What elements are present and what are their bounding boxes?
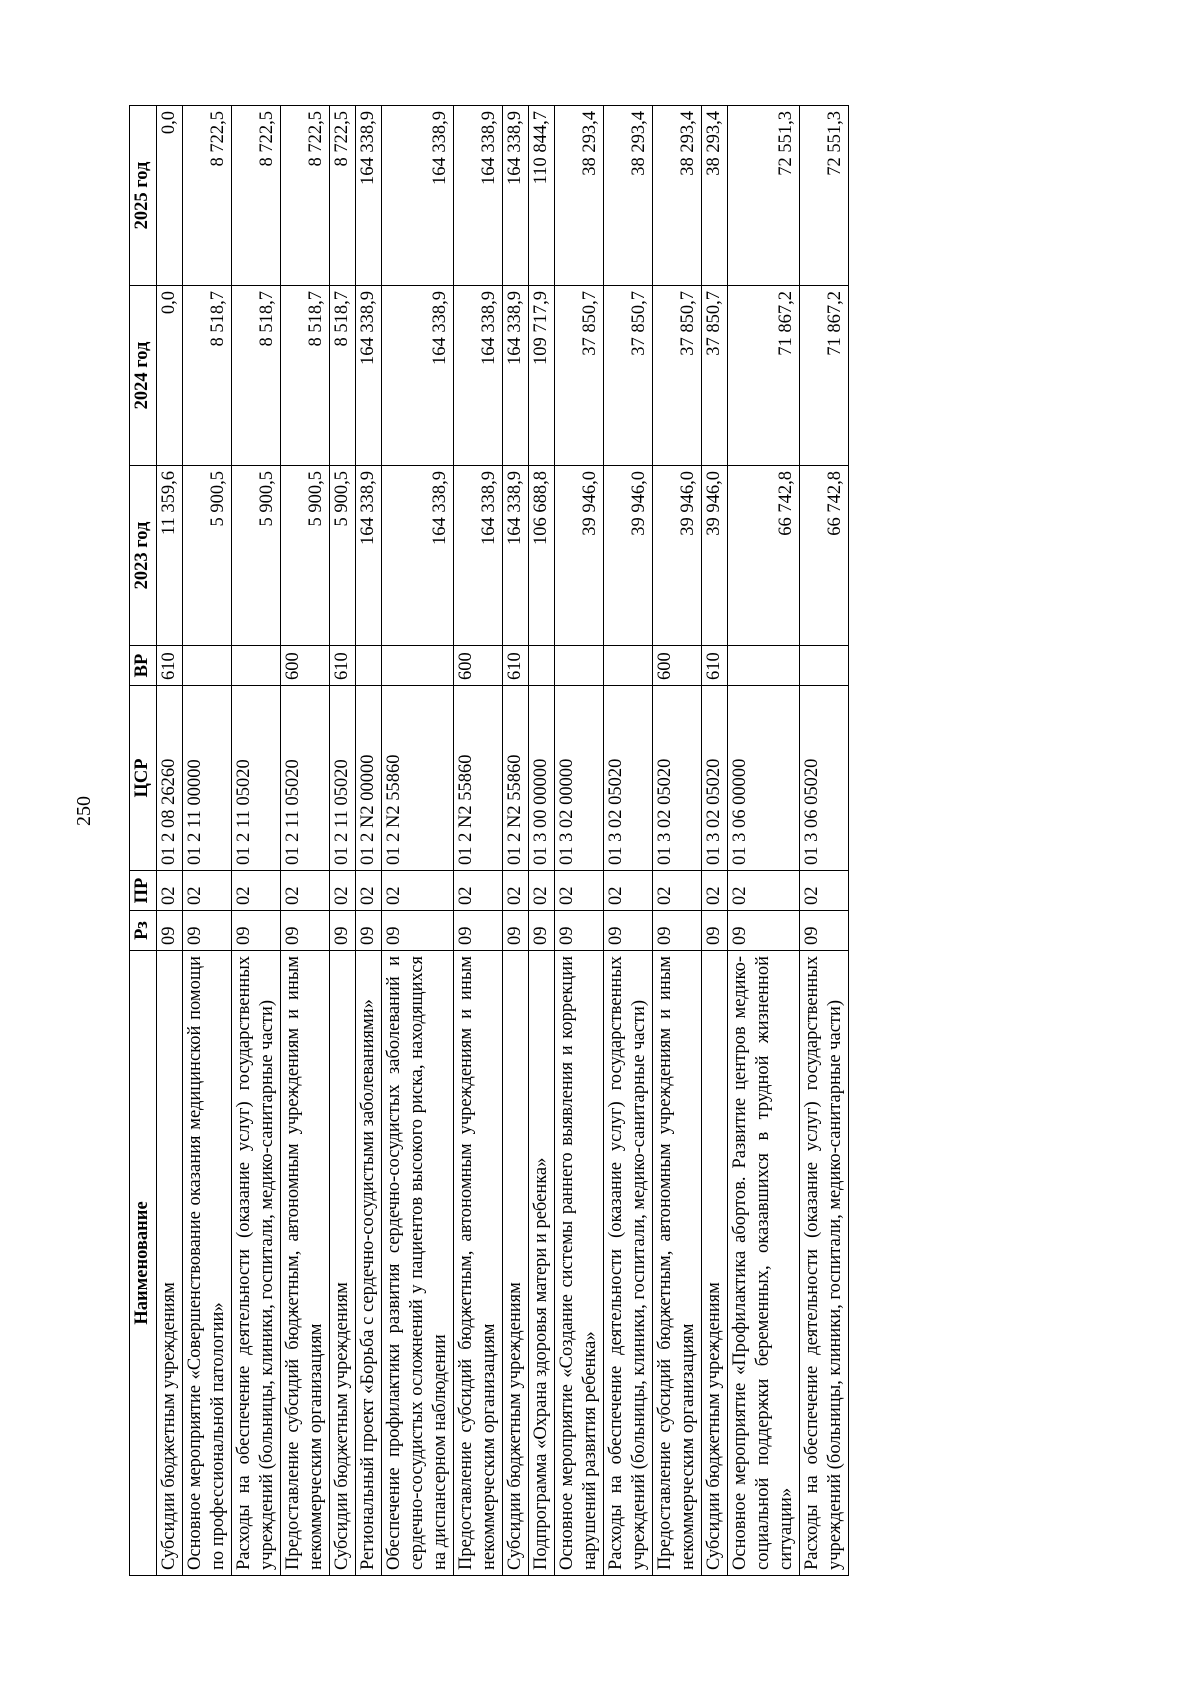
row-2023-cell: 5 900,5 (281, 466, 330, 646)
row-vr-cell (555, 646, 604, 686)
row-vr-cell: 610 (503, 646, 529, 686)
row-csr-cell: 01 3 02 05020 (604, 686, 653, 871)
row-csr-cell: 01 2 08 26260 (157, 686, 183, 871)
row-2024-cell: 164 338,9 (503, 286, 529, 466)
row-rz-cell: 09 (454, 911, 503, 951)
row-2025-cell: 72 551,3 (800, 106, 849, 286)
row-2024-cell: 37 850,7 (702, 286, 728, 466)
row-2024-cell: 8 518,7 (232, 286, 281, 466)
row-pr-cell: 02 (653, 871, 702, 911)
row-2023-cell: 164 338,9 (356, 466, 382, 646)
row-name-cell: Предоставление субсидий бюджетным, автономным учреждениям и иным некоммерческим организациям (454, 951, 503, 1576)
row-rz-cell: 09 (232, 911, 281, 951)
row-pr-cell: 02 (356, 871, 382, 911)
row-2025-cell: 38 293,4 (604, 106, 653, 286)
row-2024-cell: 37 850,7 (604, 286, 653, 466)
row-csr-cell: 01 2 N2 00000 (356, 686, 382, 871)
row-2025-cell: 164 338,9 (454, 106, 503, 286)
row-vr-cell (382, 646, 454, 686)
row-csr-cell: 01 3 02 00000 (555, 686, 604, 871)
row-2023-cell: 5 900,5 (330, 466, 356, 646)
row-pr-cell: 02 (702, 871, 728, 911)
row-2025-cell: 164 338,9 (382, 106, 454, 286)
row-2025-cell: 38 293,4 (653, 106, 702, 286)
row-rz-cell: 09 (157, 911, 183, 951)
row-2025-cell: 110 844,7 (529, 106, 555, 286)
row-2023-cell: 106 688,8 (529, 466, 555, 646)
table-row (800, 106, 849, 1576)
page-number: 250 (73, 796, 95, 826)
row-pr-cell: 02 (330, 871, 356, 911)
table-row (382, 106, 454, 1576)
row-rz-cell: 09 (800, 911, 849, 951)
row-vr-cell: 600 (653, 646, 702, 686)
row-2025-cell: 38 293,4 (555, 106, 604, 286)
row-2025-cell: 8 722,5 (183, 106, 232, 286)
row-name-cell: Субсидии бюджетным учреждениям (157, 951, 183, 1576)
row-name-cell: Расходы на обеспечение деятельности (оказание услуг) государственных учреждений (больницы, клиники, госпитали, медико-санитарные части) (800, 951, 849, 1576)
table-row (183, 106, 232, 1576)
row-2023-cell: 39 946,0 (653, 466, 702, 646)
row-pr-cell: 02 (281, 871, 330, 911)
row-name-cell: Подпрограмма «Охрана здоровья матери и ребенка» (529, 951, 555, 1576)
row-name-cell: Основное мероприятие «Профилактика абортов. Развитие центров медико-социальной поддержки беременных, оказавшихся в трудной жизненной ситуации» (728, 951, 800, 1576)
row-2023-cell: 66 742,8 (728, 466, 800, 646)
header-name: Наименование (130, 951, 157, 1576)
row-csr-cell: 01 3 06 00000 (728, 686, 800, 871)
row-vr-cell: 610 (157, 646, 183, 686)
table-row (555, 106, 604, 1576)
row-name-cell: Субсидии бюджетным учреждениям (702, 951, 728, 1576)
table-row (281, 106, 330, 1576)
header-2023: 2023 год (130, 466, 157, 646)
table-body (157, 106, 849, 1576)
row-vr-cell (800, 646, 849, 686)
row-2024-cell: 164 338,9 (454, 286, 503, 466)
row-pr-cell: 02 (604, 871, 653, 911)
row-csr-cell: 01 3 02 05020 (653, 686, 702, 871)
row-2024-cell: 8 518,7 (330, 286, 356, 466)
row-csr-cell: 01 3 00 00000 (529, 686, 555, 871)
table-row (330, 106, 356, 1576)
row-2025-cell: 8 722,5 (232, 106, 281, 286)
row-csr-cell: 01 2 N2 55860 (382, 686, 454, 871)
row-rz-cell: 09 (604, 911, 653, 951)
row-2024-cell: 71 867,2 (800, 286, 849, 466)
row-pr-cell: 02 (503, 871, 529, 911)
row-rz-cell: 09 (356, 911, 382, 951)
row-2025-cell: 72 551,3 (728, 106, 800, 286)
row-rz-cell: 09 (555, 911, 604, 951)
rotated-page-content (129, 106, 1073, 1576)
table-row (157, 106, 183, 1576)
row-2024-cell: 164 338,9 (356, 286, 382, 466)
row-rz-cell: 09 (183, 911, 232, 951)
table-row (702, 106, 728, 1576)
table-header-row (130, 106, 157, 1576)
row-rz-cell: 09 (728, 911, 800, 951)
row-csr-cell: 01 2 N2 55860 (503, 686, 529, 871)
row-name-cell: Расходы на обеспечение деятельности (оказание услуг) государственных учреждений (больницы, клиники, госпитали, медико-санитарные части) (604, 951, 653, 1576)
row-pr-cell: 02 (183, 871, 232, 911)
row-name-cell: Субсидии бюджетным учреждениям (330, 951, 356, 1576)
row-vr-cell (183, 646, 232, 686)
row-vr-cell (232, 646, 281, 686)
row-rz-cell: 09 (281, 911, 330, 951)
table-row (232, 106, 281, 1576)
row-2023-cell: 39 946,0 (604, 466, 653, 646)
header-2025: 2025 год (130, 106, 157, 286)
row-2025-cell: 8 722,5 (281, 106, 330, 286)
row-vr-cell (529, 646, 555, 686)
header-csr: ЦСР (130, 686, 157, 871)
row-pr-cell: 02 (454, 871, 503, 911)
row-csr-cell: 01 2 11 05020 (281, 686, 330, 871)
row-pr-cell: 02 (555, 871, 604, 911)
row-2024-cell: 37 850,7 (555, 286, 604, 466)
row-vr-cell (728, 646, 800, 686)
row-rz-cell: 09 (382, 911, 454, 951)
row-2024-cell: 37 850,7 (653, 286, 702, 466)
row-name-cell: Обеспечение профилактики развития сердечно-сосудистых заболеваний и сердечно-сосудистых осложнений у пациентов высокого риска, находящихся на диспансерном наблюдении (382, 951, 454, 1576)
row-2024-cell: 71 867,2 (728, 286, 800, 466)
row-csr-cell: 01 2 11 05020 (232, 686, 281, 871)
table-row (503, 106, 529, 1576)
row-name-cell: Основное мероприятие «Совершенствование оказания медицинской помощи по профессиональной патологии» (183, 951, 232, 1576)
row-name-cell: Расходы на обеспечение деятельности (оказание услуг) государственных учреждений (больницы, клиники, госпитали, медико-санитарные части) (232, 951, 281, 1576)
header-2024: 2024 год (130, 286, 157, 466)
row-name-cell: Предоставление субсидий бюджетным, автономным учреждениям и иным некоммерческим организациям (653, 951, 702, 1576)
row-2023-cell: 5 900,5 (232, 466, 281, 646)
row-vr-cell: 610 (702, 646, 728, 686)
row-2023-cell: 39 946,0 (702, 466, 728, 646)
row-vr-cell (356, 646, 382, 686)
table-row (356, 106, 382, 1576)
row-vr-cell: 610 (330, 646, 356, 686)
row-name-cell: Субсидии бюджетным учреждениям (503, 951, 529, 1576)
row-csr-cell: 01 3 02 05020 (702, 686, 728, 871)
row-rz-cell: 09 (529, 911, 555, 951)
row-vr-cell: 600 (454, 646, 503, 686)
budget-table (129, 105, 849, 1576)
row-vr-cell (604, 646, 653, 686)
table-row (604, 106, 653, 1576)
row-pr-cell: 02 (529, 871, 555, 911)
row-name-cell: Основное мероприятие «Создание системы раннего выявления и коррекции нарушений развития ребенка» (555, 951, 604, 1576)
row-2023-cell: 164 338,9 (503, 466, 529, 646)
row-pr-cell: 02 (157, 871, 183, 911)
row-csr-cell: 01 3 06 05020 (800, 686, 849, 871)
row-2025-cell: 164 338,9 (503, 106, 529, 286)
row-csr-cell: 01 2 N2 55860 (454, 686, 503, 871)
row-2024-cell: 164 338,9 (382, 286, 454, 466)
row-name-cell: Предоставление субсидий бюджетным, автономным учреждениям и иным некоммерческим организациям (281, 951, 330, 1576)
table-row (728, 106, 800, 1576)
row-2023-cell: 11 359,6 (157, 466, 183, 646)
header-pr: ПР (130, 871, 157, 911)
row-vr-cell: 600 (281, 646, 330, 686)
table-row (454, 106, 503, 1576)
row-2024-cell: 0,0 (157, 286, 183, 466)
row-pr-cell: 02 (232, 871, 281, 911)
row-2025-cell: 38 293,4 (702, 106, 728, 286)
row-csr-cell: 01 2 11 00000 (183, 686, 232, 871)
row-name-cell: Региональный проект «Борьба с сердечно-сосудистыми заболеваниями» (356, 951, 382, 1576)
row-2024-cell: 8 518,7 (281, 286, 330, 466)
row-2023-cell: 164 338,9 (382, 466, 454, 646)
row-rz-cell: 09 (330, 911, 356, 951)
row-rz-cell: 09 (702, 911, 728, 951)
table-row (529, 106, 555, 1576)
row-2023-cell: 5 900,5 (183, 466, 232, 646)
row-2025-cell: 164 338,9 (356, 106, 382, 286)
row-rz-cell: 09 (503, 911, 529, 951)
row-2024-cell: 8 518,7 (183, 286, 232, 466)
row-2023-cell: 39 946,0 (555, 466, 604, 646)
row-rz-cell: 09 (653, 911, 702, 951)
row-csr-cell: 01 2 11 05020 (330, 686, 356, 871)
table-row (653, 106, 702, 1576)
row-2025-cell: 0,0 (157, 106, 183, 286)
row-2025-cell: 8 722,5 (330, 106, 356, 286)
row-2023-cell: 164 338,9 (454, 466, 503, 646)
row-pr-cell: 02 (800, 871, 849, 911)
header-rz: Рз (130, 911, 157, 951)
row-2023-cell: 66 742,8 (800, 466, 849, 646)
header-vr: ВР (130, 646, 157, 686)
row-pr-cell: 02 (382, 871, 454, 911)
row-2024-cell: 109 717,9 (529, 286, 555, 466)
row-pr-cell: 02 (728, 871, 800, 911)
